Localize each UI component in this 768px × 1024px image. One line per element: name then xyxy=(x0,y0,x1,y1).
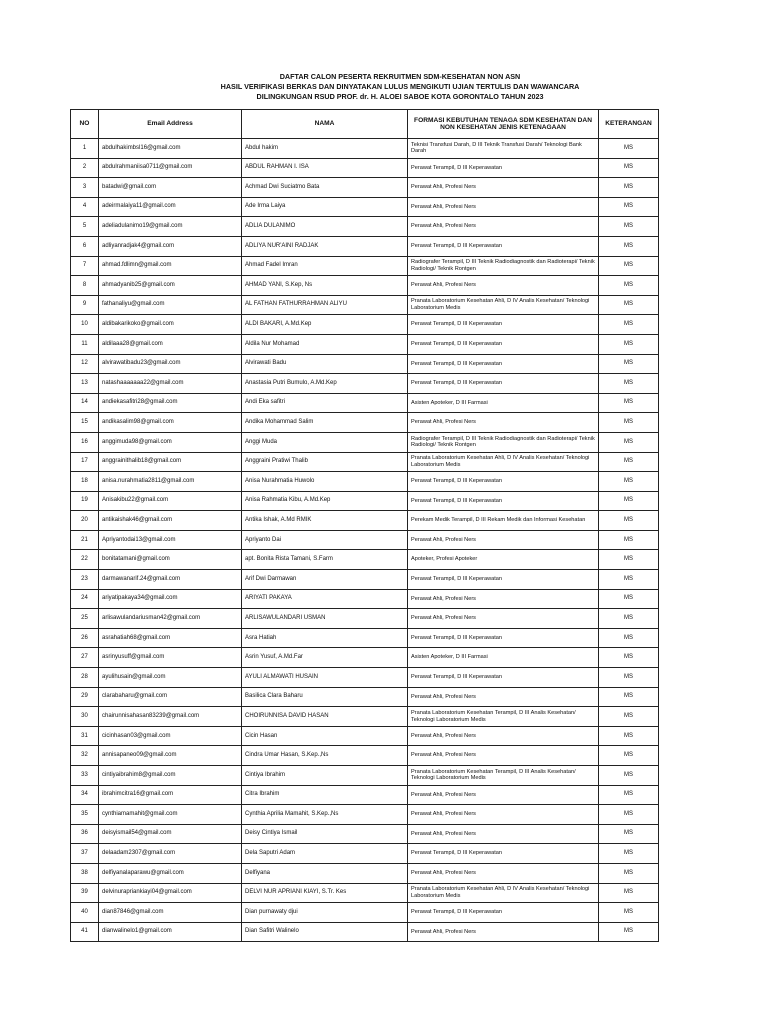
row-email: bonitatamani@gmail.com xyxy=(99,550,242,570)
row-keterangan: MS xyxy=(599,158,659,178)
table-row xyxy=(71,178,659,198)
row-number: 36 xyxy=(71,824,99,844)
row-keterangan: MS xyxy=(599,472,659,492)
table-row xyxy=(71,354,659,374)
row-formasi: Perawat Terampil, D III Keperawatan xyxy=(408,570,599,590)
row-keterangan: MS xyxy=(599,334,659,354)
row-formasi: Perekam Medik Terampil, D III Rekam Medik dan Informasi Kesehatan xyxy=(408,511,599,531)
row-formasi: Perawat Terampil, D III Keperawatan xyxy=(408,491,599,511)
table-row xyxy=(71,236,659,256)
row-name: Basilica Clara Baharu xyxy=(242,687,408,707)
row-formasi: Perawat Ahli, Profesi Ners xyxy=(408,805,599,825)
row-email: Apriyantodai13@gmail.com xyxy=(99,530,242,550)
row-number: 39 xyxy=(71,883,99,903)
row-keterangan: MS xyxy=(599,393,659,413)
table-row xyxy=(71,413,659,433)
row-name: Anggi Muda xyxy=(242,432,408,452)
row-keterangan: MS xyxy=(599,766,659,786)
row-formasi: Perawat Terampil, D III Keperawatan xyxy=(408,158,599,178)
row-name: Deisy Cintiya Ismail xyxy=(242,824,408,844)
row-number: 20 xyxy=(71,511,99,531)
row-number: 35 xyxy=(71,805,99,825)
row-keterangan: MS xyxy=(599,236,659,256)
row-name: Anggraini Pratiwi Thalib xyxy=(242,452,408,472)
table-row xyxy=(71,844,659,864)
row-number: 31 xyxy=(71,726,99,746)
row-formasi: Pranata Laboratorium Kesehatan Terampil, D III Analis Kesehatan/ Teknologi Laboratorium Medis xyxy=(408,766,599,786)
table-row xyxy=(71,452,659,472)
table-row xyxy=(71,707,659,727)
row-name: ADLIYA NUR'AINI RADJAK xyxy=(242,236,408,256)
document-location: DILINGKUNGAN RSUD PROF. dr. H. ALOEI SABOE KOTA GORONTALO TAHUN 2023 xyxy=(256,92,544,101)
row-name: ADLIA DULANIMO xyxy=(242,217,408,237)
table-row xyxy=(71,746,659,766)
row-keterangan: MS xyxy=(599,687,659,707)
row-keterangan: MS xyxy=(599,589,659,609)
row-name: Abdul hakim xyxy=(242,139,408,159)
row-name: Ahmad Fadel Imran xyxy=(242,256,408,276)
row-formasi: Perawat Terampil, D III Keperawatan xyxy=(408,628,599,648)
row-number: 14 xyxy=(71,393,99,413)
row-formasi: Teknisi Transfusi Darah, D III Teknik Transfusi Darah/ Teknologi Bank Darah xyxy=(408,139,599,159)
row-formasi: Perawat Terampil, D III Keperawatan xyxy=(408,236,599,256)
row-email: alvirawatibadu23@gmail.com xyxy=(99,354,242,374)
table-body xyxy=(71,139,659,942)
row-email: annisapaneo09@gmail.com xyxy=(99,746,242,766)
row-email: dianwalinelo1@gmail.com xyxy=(99,922,242,942)
row-number: 25 xyxy=(71,609,99,629)
row-name: DELVI NUR APRIANI KIAYI, S.Tr. Kes xyxy=(242,883,408,903)
row-keterangan: MS xyxy=(599,374,659,394)
row-formasi: Asisten Apoteker, D III Farmasi xyxy=(408,648,599,668)
row-email: batadwi@gmail.com xyxy=(99,178,242,198)
row-number: 23 xyxy=(71,570,99,590)
row-number: 13 xyxy=(71,374,99,394)
row-keterangan: MS xyxy=(599,197,659,217)
row-email: delfiyanalaparawu@gmail.com xyxy=(99,863,242,883)
row-keterangan: MS xyxy=(599,883,659,903)
row-name: Achmad Dwi Suciatmo Bata xyxy=(242,178,408,198)
row-number: 18 xyxy=(71,472,99,492)
row-keterangan: MS xyxy=(599,276,659,296)
row-formasi: Perawat Ahli, Profesi Ners xyxy=(408,609,599,629)
row-keterangan: MS xyxy=(599,570,659,590)
row-formasi: Perawat Ahli, Profesi Ners xyxy=(408,217,599,237)
table-row xyxy=(71,785,659,805)
row-email: chairunnisahasan83239@gmail.com xyxy=(99,707,242,727)
table-row xyxy=(71,511,659,531)
row-number: 37 xyxy=(71,844,99,864)
row-keterangan: MS xyxy=(599,413,659,433)
table-row xyxy=(71,648,659,668)
row-formasi: Perawat Ahli, Profesi Ners xyxy=(408,589,599,609)
row-number: 41 xyxy=(71,922,99,942)
row-name: ARIYATI PAKAYA xyxy=(242,589,408,609)
row-keterangan: MS xyxy=(599,178,659,198)
row-keterangan: MS xyxy=(599,726,659,746)
table-row xyxy=(71,432,659,452)
table-row xyxy=(71,883,659,903)
table-row xyxy=(71,158,659,178)
row-number: 16 xyxy=(71,432,99,452)
row-formasi: Pranata Laboratorium Kesehatan Ahli, D IV Analis Kesehatan/ Teknologi Laboratorium Medis xyxy=(408,295,599,315)
row-name: CHOIRUNNISA DAVID HASAN xyxy=(242,707,408,727)
row-email: cynthiamamahit@gmail.com xyxy=(99,805,242,825)
row-email: ahmadyanib25@gmail.com xyxy=(99,276,242,296)
row-formasi: Perawat Ahli, Profesi Ners xyxy=(408,824,599,844)
row-email: adeirmalaiya11@gmail.com xyxy=(99,197,242,217)
row-name: Aldila Nur Mohamad xyxy=(242,334,408,354)
row-formasi: Perawat Ahli, Profesi Ners xyxy=(408,726,599,746)
row-email: anggimuda98@gmail.com xyxy=(99,432,242,452)
row-name: Anisa Nurahmatia Huwolo xyxy=(242,472,408,492)
row-name: AL FATHAN FATHURRAHMAN ALIYU xyxy=(242,295,408,315)
row-name: Arif Dwi Darmawan xyxy=(242,570,408,590)
row-keterangan: MS xyxy=(599,432,659,452)
row-email: fathanaliyu@gmail.com xyxy=(99,295,242,315)
row-formasi: Perawat Terampil, D III Keperawatan xyxy=(408,334,599,354)
row-keterangan: MS xyxy=(599,550,659,570)
row-keterangan: MS xyxy=(599,648,659,668)
row-number: 8 xyxy=(71,276,99,296)
row-name: Dian purnawaty djui xyxy=(242,903,408,923)
row-keterangan: MS xyxy=(599,315,659,335)
table-row xyxy=(71,491,659,511)
row-formasi: Radiografer Terampil, D III Teknik Radiodiagnostik dan Radioterapi/ Teknik Radiologi/ Teknik Rontgen xyxy=(408,256,599,276)
table-row xyxy=(71,589,659,609)
row-email: anggrainithalib18@gmail.com xyxy=(99,452,242,472)
table-row xyxy=(71,863,659,883)
row-email: delaadam2307@gmail.com xyxy=(99,844,242,864)
row-keterangan: MS xyxy=(599,863,659,883)
table-row xyxy=(71,609,659,629)
row-number: 12 xyxy=(71,354,99,374)
row-number: 26 xyxy=(71,628,99,648)
row-formasi: Pranata Laboratorium Kesehatan Ahli, D IV Analis Kesehatan/ Teknologi Laboratorium Medis xyxy=(408,883,599,903)
row-formasi: Perawat Terampil, D III Keperawatan xyxy=(408,668,599,688)
row-email: delvinurapriankiayi04@gmail.com xyxy=(99,883,242,903)
row-formasi: Perawat Ahli, Profesi Ners xyxy=(408,276,599,296)
row-number: 4 xyxy=(71,197,99,217)
row-number: 1 xyxy=(71,139,99,159)
table-row xyxy=(71,276,659,296)
document-subtitle: HASIL VERIFIKASI BERKAS DAN DINYATAKAN LULUS MENGIKUTI UJIAN TERTULIS DAN WAWANCARA xyxy=(220,82,580,91)
row-formasi: Perawat Ahli, Profesi Ners xyxy=(408,746,599,766)
row-keterangan: MS xyxy=(599,354,659,374)
row-number: 29 xyxy=(71,687,99,707)
row-email: natashaaaaaaa22@gmail.com xyxy=(99,374,242,394)
row-name: Cynthia Aprilia Mamahit, S.Kep.,Ns xyxy=(242,805,408,825)
row-number: 17 xyxy=(71,452,99,472)
row-number: 21 xyxy=(71,530,99,550)
table-row xyxy=(71,805,659,825)
row-email: andikasalim98@gmail.com xyxy=(99,413,242,433)
row-name: Citra Ibrahim xyxy=(242,785,408,805)
row-name: Apriyanto Dai xyxy=(242,530,408,550)
table-row xyxy=(71,550,659,570)
row-name: Anisa Rahmatia Kibu, A.Md.Kep xyxy=(242,491,408,511)
row-number: 34 xyxy=(71,785,99,805)
row-number: 5 xyxy=(71,217,99,237)
row-keterangan: MS xyxy=(599,922,659,942)
row-number: 32 xyxy=(71,746,99,766)
row-formasi: Perawat Terampil, D III Keperawatan xyxy=(408,903,599,923)
table-row xyxy=(71,668,659,688)
table-row xyxy=(71,628,659,648)
row-email: antikaishak46@gmail.com xyxy=(99,511,242,531)
row-keterangan: MS xyxy=(599,491,659,511)
row-formasi: Perawat Ahli, Profesi Ners xyxy=(408,530,599,550)
column-header-nama: NAMA xyxy=(242,110,408,139)
table-row xyxy=(71,197,659,217)
row-email: ibrahimcitra16@gmail.com xyxy=(99,785,242,805)
row-formasi: Perawat Ahli, Profesi Ners xyxy=(408,922,599,942)
row-formasi: Perawat Ahli, Profesi Ners xyxy=(408,197,599,217)
row-email: anisa.nurahmatia2811@gmail.com xyxy=(99,472,242,492)
row-keterangan: MS xyxy=(599,903,659,923)
row-keterangan: MS xyxy=(599,530,659,550)
table-row xyxy=(71,139,659,159)
row-email: deisyismail54@gmail.com xyxy=(99,824,242,844)
row-name: Alvirawati Badu xyxy=(242,354,408,374)
table-row xyxy=(71,256,659,276)
row-formasi: Perawat Ahli, Profesi Ners xyxy=(408,687,599,707)
row-number: 15 xyxy=(71,413,99,433)
table-row xyxy=(71,315,659,335)
row-keterangan: MS xyxy=(599,139,659,159)
row-keterangan: MS xyxy=(599,217,659,237)
row-number: 28 xyxy=(71,668,99,688)
row-formasi: Perawat Terampil, D III Keperawatan xyxy=(408,472,599,492)
table-row xyxy=(71,922,659,942)
table-row xyxy=(71,295,659,315)
row-formasi: Perawat Terampil, D III Keperawatan xyxy=(408,354,599,374)
row-formasi: Perawat Terampil, D III Keperawatan xyxy=(408,844,599,864)
table-row xyxy=(71,903,659,923)
row-number: 10 xyxy=(71,315,99,335)
table-row xyxy=(71,824,659,844)
row-number: 3 xyxy=(71,178,99,198)
row-number: 22 xyxy=(71,550,99,570)
row-email: asrahatiah68@gmail.com xyxy=(99,628,242,648)
row-name: Cindra Umar Hasan, S.Kep.,Ns xyxy=(242,746,408,766)
table-row xyxy=(71,726,659,746)
row-email: adeliadulanimo19@gmail.com xyxy=(99,217,242,237)
row-name: ALDI BAKARI, A.Md.Kep xyxy=(242,315,408,335)
row-number: 24 xyxy=(71,589,99,609)
row-email: abdulhakimbsl16@gmail.com xyxy=(99,139,242,159)
row-name: Asrin Yusuf, A.Md.Far xyxy=(242,648,408,668)
row-name: ARLISAWULANDARI USMAN xyxy=(242,609,408,629)
row-keterangan: MS xyxy=(599,844,659,864)
row-name: Antika Ishak, A.Md RMIK xyxy=(242,511,408,531)
row-formasi: Perawat Terampil, D III Keperawatan xyxy=(408,374,599,394)
column-header-email: Email Address xyxy=(99,110,242,139)
row-number: 27 xyxy=(71,648,99,668)
row-formasi: Perawat Ahli, Profesi Ners xyxy=(408,785,599,805)
row-name: Andika Mohammad Salim xyxy=(242,413,408,433)
row-formasi: Perawat Ahli, Profesi Ners xyxy=(408,863,599,883)
row-number: 40 xyxy=(71,903,99,923)
row-name: Andi Eka safitri xyxy=(242,393,408,413)
table-row xyxy=(71,374,659,394)
row-formasi: Perawat Ahli, Profesi Ners xyxy=(408,178,599,198)
row-email: aldibakarikoko@gmail.com xyxy=(99,315,242,335)
row-name: Delfiyana xyxy=(242,863,408,883)
row-number: 2 xyxy=(71,158,99,178)
row-keterangan: MS xyxy=(599,609,659,629)
table-row xyxy=(71,393,659,413)
row-keterangan: MS xyxy=(599,511,659,531)
row-formasi: Pranata Laboratorium Kesehatan Terampil, D III Analis Kesehatan/ Teknologi Laboratorium Medis xyxy=(408,707,599,727)
row-name: Cintiya Ibrahim xyxy=(242,766,408,786)
row-keterangan: MS xyxy=(599,628,659,648)
row-email: abdulrahmaniisa0711@gmail.com xyxy=(99,158,242,178)
row-formasi: Perawat Terampil, D III Keperawatan xyxy=(408,315,599,335)
row-number: 6 xyxy=(71,236,99,256)
row-name: AYULI ALMAWATI HUSAIN xyxy=(242,668,408,688)
row-number: 38 xyxy=(71,863,99,883)
row-email: ayulihusain@gmail.com xyxy=(99,668,242,688)
row-email: darmawanarif.24@gmail.com xyxy=(99,570,242,590)
column-header-keterangan: KETERANGAN xyxy=(599,110,659,139)
row-email: adliyanradjak4@gmail.com xyxy=(99,236,242,256)
row-email: ariyatipakaya34@gmail.com xyxy=(99,589,242,609)
row-email: aldilaaa28@gmail.com xyxy=(99,334,242,354)
table-row xyxy=(71,530,659,550)
row-number: 11 xyxy=(71,334,99,354)
row-keterangan: MS xyxy=(599,668,659,688)
row-email: ahmad.fdlimn@gmail.com xyxy=(99,256,242,276)
row-formasi: Pranata Laboratorium Kesehatan Ahli, D IV Analis Kesehatan/ Teknologi Laboratorium Medis xyxy=(408,452,599,472)
row-number: 30 xyxy=(71,707,99,727)
row-email: asrinyusuff@gmail.com xyxy=(99,648,242,668)
row-name: Dian Safitri Walinelo xyxy=(242,922,408,942)
row-formasi: Apoteker, Profesi Apoteker xyxy=(408,550,599,570)
row-email: cintiyaibrahim8@gmail.com xyxy=(99,766,242,786)
table-row xyxy=(71,334,659,354)
row-keterangan: MS xyxy=(599,746,659,766)
column-header-formasi: FORMASI KEBUTUHAN TENAGA SDM KESEHATAN DAN NON KESEHATAN JENIS KETENAGAAN xyxy=(408,110,599,139)
row-email: Anisakibu22@gmail.com xyxy=(99,491,242,511)
row-number: 9 xyxy=(71,295,99,315)
table-row xyxy=(71,570,659,590)
row-email: cicinhasan03@gmail.com xyxy=(99,726,242,746)
row-number: 19 xyxy=(71,491,99,511)
row-keterangan: MS xyxy=(599,256,659,276)
row-formasi: Perawat Ahli, Profesi Ners xyxy=(408,413,599,433)
table-row xyxy=(71,687,659,707)
table-row xyxy=(71,472,659,492)
row-keterangan: MS xyxy=(599,707,659,727)
column-header-no: NO xyxy=(71,110,99,139)
row-email: dian87846@gmail.com xyxy=(99,903,242,923)
table-row xyxy=(71,217,659,237)
participants-table xyxy=(70,109,659,942)
row-keterangan: MS xyxy=(599,805,659,825)
row-name: Cicin Hasan xyxy=(242,726,408,746)
row-name: apt. Bonita Rista Tamani, S.Farm xyxy=(242,550,408,570)
row-name: Asra Hatiah xyxy=(242,628,408,648)
row-email: clarabaharu@gmail.com xyxy=(99,687,242,707)
row-email: andiekasafitri28@gmail.com xyxy=(99,393,242,413)
row-formasi: Radiografer Terampil, D III Teknik Radiodiagnostik dan Radioterapi/ Teknik Radiologi/ Teknik Rontgen xyxy=(408,432,599,452)
table-row xyxy=(71,766,659,786)
row-name: Anastasia Putri Bumulo, A.Md.Kep xyxy=(242,374,408,394)
row-keterangan: MS xyxy=(599,785,659,805)
row-keterangan: MS xyxy=(599,824,659,844)
row-number: 7 xyxy=(71,256,99,276)
document-title: DAFTAR CALON PESERTA REKRUITMEN SDM-KESEHATAN NON ASN xyxy=(279,72,521,81)
row-number: 33 xyxy=(71,766,99,786)
row-email: arlisawulandariusman42@gmail.com xyxy=(99,609,242,629)
row-keterangan: MS xyxy=(599,295,659,315)
row-name: ABDUL RAHMAN I. ISA xyxy=(242,158,408,178)
row-name: Ade Irma Laiya xyxy=(242,197,408,217)
row-name: Dela Saputri Adam xyxy=(242,844,408,864)
row-name: AHMAD YANI, S.Kep, Ns xyxy=(242,276,408,296)
row-keterangan: MS xyxy=(599,452,659,472)
table-header-row xyxy=(71,110,659,139)
row-formasi: Asisten Apoteker, D III Farmasi xyxy=(408,393,599,413)
